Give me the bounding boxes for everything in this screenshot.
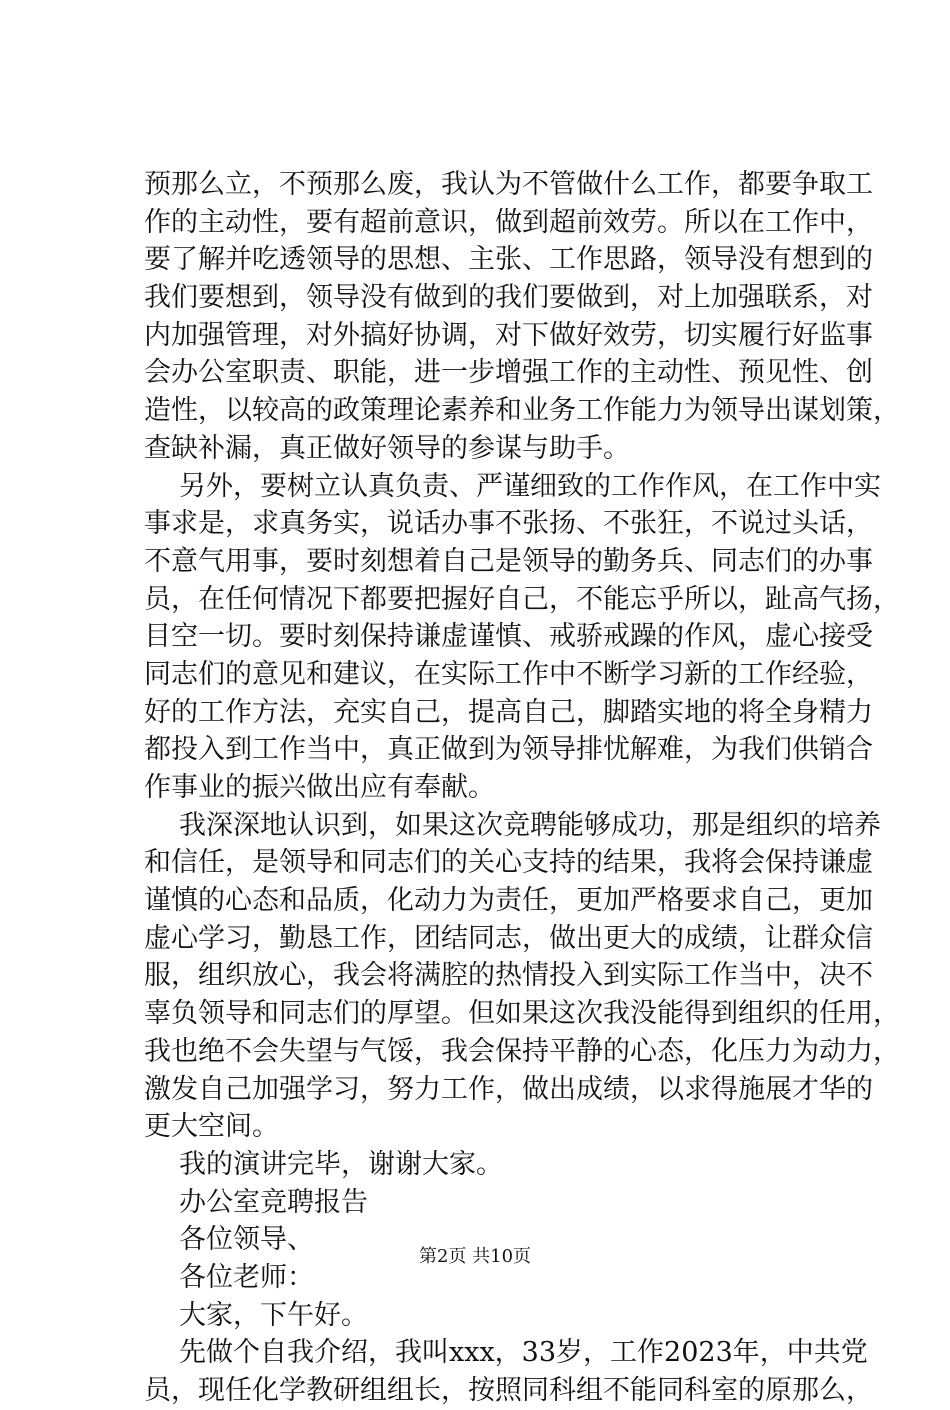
text-line: 我也绝不会失望与气馁，我会保持平静的心态，化压力为动力，	[144, 1035, 900, 1067]
text-line: 预那么立，不预那么废，我认为不管做什么工作，都要争取工	[144, 169, 873, 200]
text-line: 虚心学习，勤恳工作，团结同志，做出更大的成绩，让群众信	[144, 922, 873, 954]
page-number-label: 第2页 共10页	[418, 1246, 532, 1267]
text-line: 谨慎的心态和品质，化动力为责任，更加严格要求自己，更加	[144, 885, 873, 917]
text-line: 内加强管理，对外搞好协调，对下做好效劳，切实履行好监事	[144, 319, 873, 351]
text-line: 作的主动性，要有超前意识，做到超前效劳。所以在工作中，	[144, 206, 873, 238]
text-line: 激发自己加强学习，努力工作，做出成绩，以求得施展才华的	[144, 1073, 873, 1105]
text-line: 员，在任何情况下都要把握好自己，不能忘乎所以，趾高气扬，	[144, 583, 900, 615]
text-line: 和信任，是领导和同志们的关心支持的结果，我将会保持谦虚	[144, 847, 873, 879]
text-line: 各位老师：	[179, 1261, 314, 1293]
text-line: 不意气用事，要时刻想着自己是领导的勤务兵、同志们的办事	[144, 545, 873, 577]
text-line: 我的演讲完毕，谢谢大家。	[179, 1148, 503, 1180]
text-line: 更大空间。	[144, 1111, 279, 1143]
text-line: 我们要想到，领导没有做到的我们要做到，对上加强联系，对	[144, 282, 873, 314]
text-line: 大家，下午好。	[179, 1299, 368, 1331]
text-line: 各位领导、	[179, 1224, 314, 1256]
text-line: 造性，以较高的政策理论素养和业务工作能力为领导出谋划策，	[144, 395, 900, 427]
text-line: 服，组织放心，我会将满腔的热情投入到实际工作当中，决不	[144, 960, 873, 992]
text-line: 事求是，求真务实，说话办事不张扬、不张狂，不说过头话，	[144, 508, 873, 540]
page-footer	[0, 1242, 950, 1268]
text-line: 办公室竞聘报告	[179, 1186, 368, 1218]
text-line: 我深深地认识到，如果这次竞聘能够成功，那是组织的培养	[179, 809, 881, 841]
text-line: 作事业的振兴做出应有奉献。	[144, 772, 495, 803]
text-line: 同志们的意见和建议，在实际工作中不断学习新的工作经验，	[144, 658, 873, 690]
text-line: 好的工作方法，充实自己，提高自己，脚踏实地的将全身精力	[144, 696, 873, 728]
text-line: 另外，要树立认真负责、严谨细致的工作作风，在工作中实	[179, 470, 881, 502]
text-line: 先做个自我介绍，我叫xxx，33岁，工作2023年，中共党	[179, 1337, 868, 1369]
text-line: 查缺补漏，真正做好领导的参谋与助手。	[144, 432, 630, 464]
text-line: 要了解并吃透领导的思想、主张、工作思路，领导没有想到的	[144, 244, 873, 276]
document-body	[144, 166, 900, 1410]
text-line: 目空一切。要时刻保持谦虚谨慎、戒骄戒躁的作风，虚心接受	[144, 621, 873, 653]
text-line: 会办公室职责、职能，进一步增强工作的主动性、预见性、创	[144, 357, 873, 389]
text-line: 辜负领导和同志们的厚望。但如果这次我没能得到组织的任用，	[144, 998, 900, 1030]
text-line: 都投入到工作当中，真正做到为领导排忧解难，为我们供销合	[144, 734, 873, 766]
text-line: 员，现任化学教研组组长，按照同科组不能同科室的原那么，	[144, 1375, 873, 1406]
